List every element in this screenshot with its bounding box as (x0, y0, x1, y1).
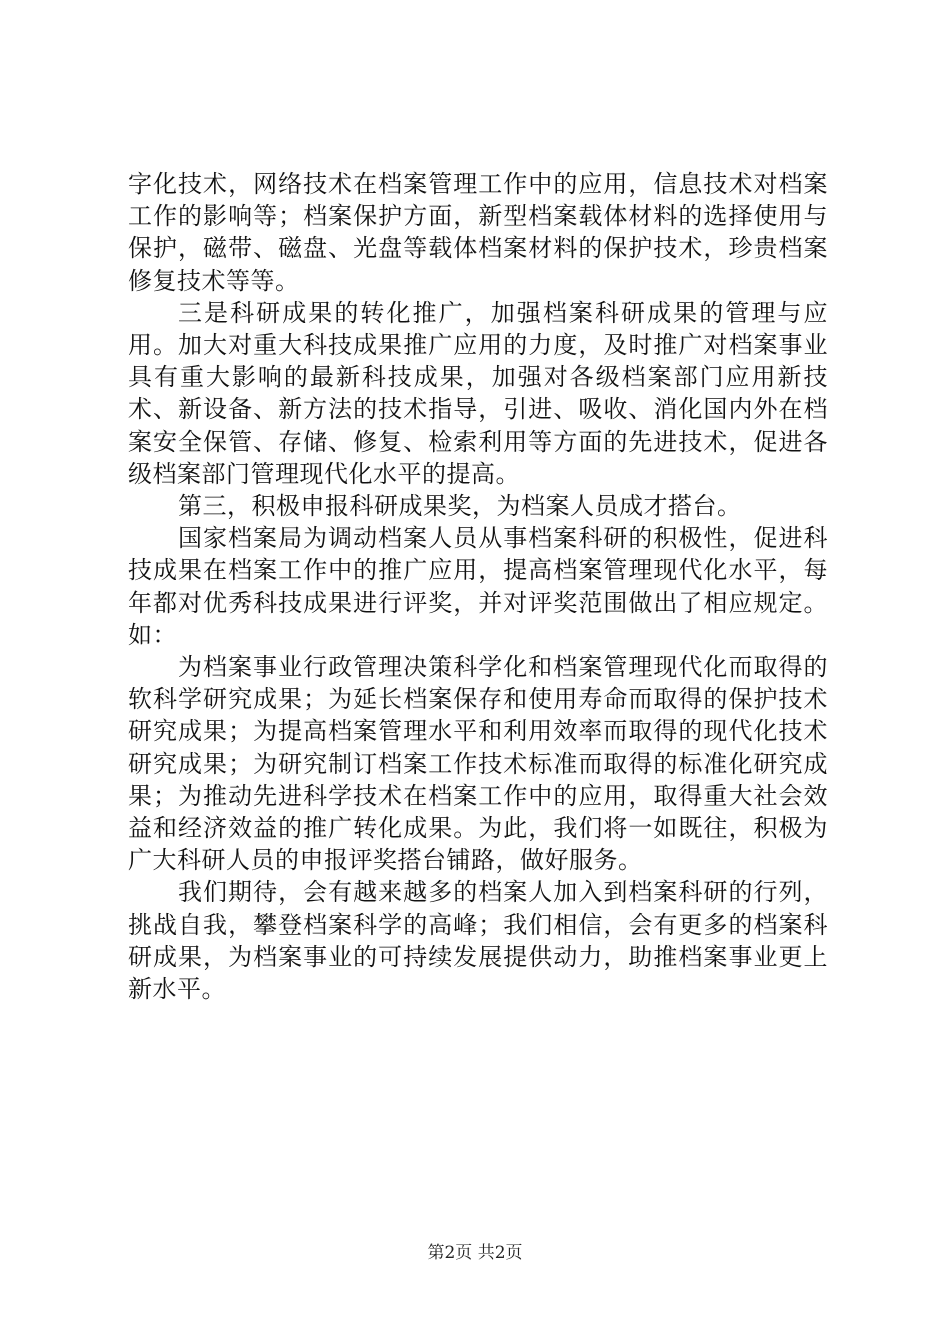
paragraph-closing: 我们期待，会有越来越多的档案人加入到档案科研的行列，挑战自我，攀登档案科学的高峰；我们相信，会有更多的档案科研成果，为档案事业的可持续发展提供动力，助推档案事业更上新水平。 (128, 878, 828, 1004)
page-footer: 第2页 共2页 (427, 1243, 523, 1263)
paragraph-award-scope: 为档案事业行政管理决策科学化和档案管理现代化而取得的软科学研究成果；为延长档案保存和使用寿命而取得的保护技术研究成果；为提高档案管理水平和利用效率而取得的现代化技术研究成果；为研究制订档案工作技术标准而取得的标准化研究成果；为推动先进科学技术在档案工作中的应用，取得重大社会效益和经济效益的推广转化成果。为此，我们将一如既往，积极为广大科研人员的申报评奖搭台铺路，做好服务。 (128, 653, 828, 875)
paragraph-continuation: 字化技术，网络技术在档案管理工作中的应用，信息技术对档案工作的影响等；档案保护方面，新型档案载体材料的选择使用与保护，磁带、磁盘、光盘等载体档案材料的保护技术，珍贵档案修复技术等等。 (128, 170, 828, 295)
paragraph-research-promotion: 三是科研成果的转化推广，加强档案科研成果的管理与应用。加大对重大科技成果推广应用的力度，及时推广对档案事业具有重大影响的最新科技成果，加强对各级档案部门应用新技术、新设备、新方法的技术指导，引进、吸收、消化国内外在档案安全保管、存储、修复、检索利用等方面的先进技术，促进各级档案部门管理现代化水平的提高。 (128, 298, 828, 488)
document-body (128, 168, 828, 1005)
paragraph-award-intro: 国家档案局为调动档案人员从事档案科研的积极性，促进科技成果在档案工作中的推广应用，提高档案管理现代化水平，每年都对优秀科技成果进行评奖，并对评奖范围做出了相应规定。如： (128, 524, 828, 649)
paragraph-heading-third: 第三，积极申报科研成果奖，为档案人员成才搭台。 (178, 492, 742, 521)
